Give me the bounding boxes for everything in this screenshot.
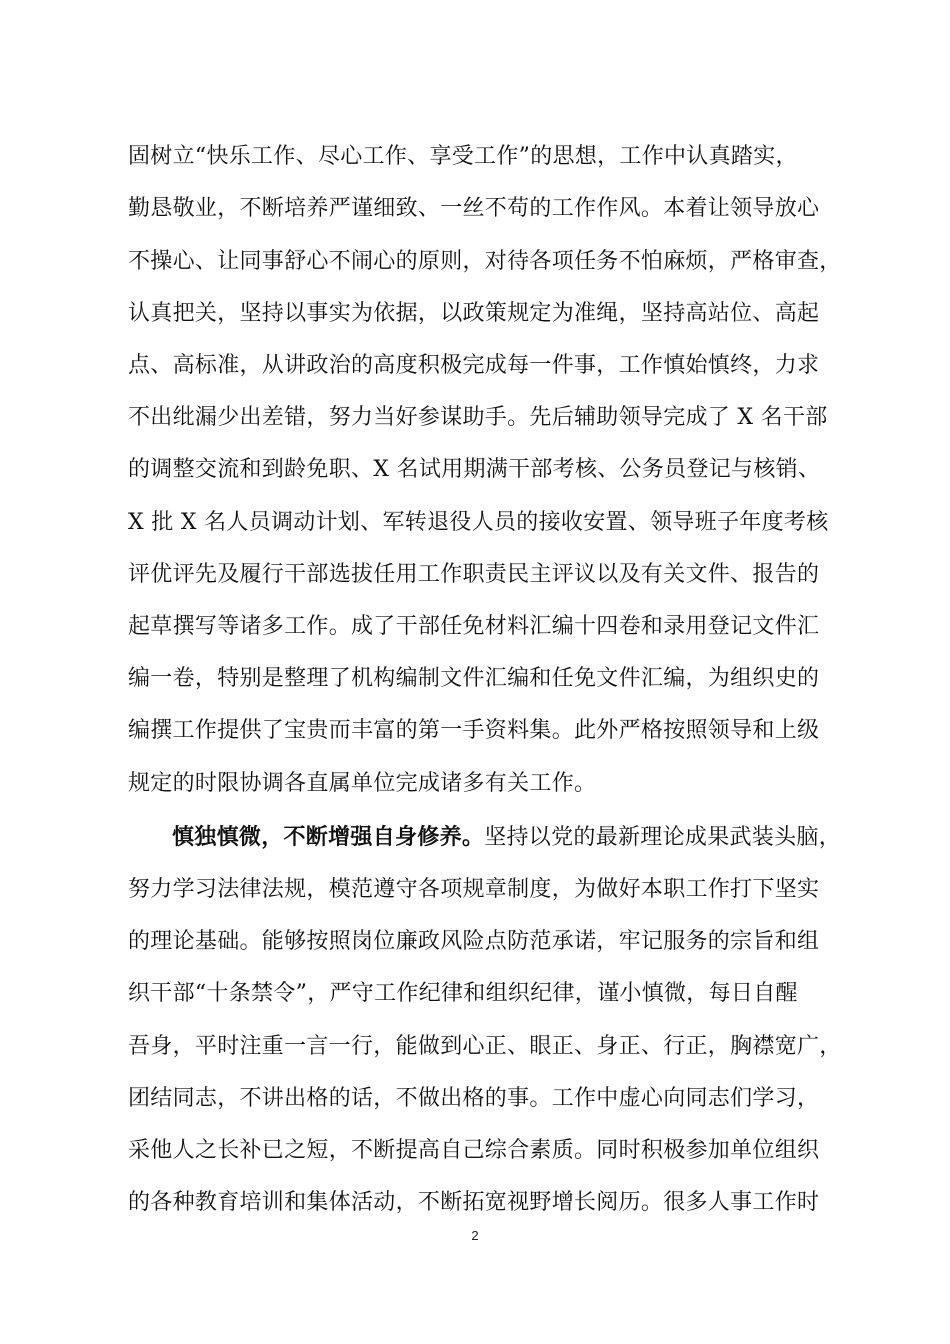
body-text-line: 认真把关，坚持以事实为依据，以政策规定为准绳，坚持高站位、高起 [128, 301, 820, 326]
body-text-line: 的各种教育培训和集体活动，不断拓宽视野增长阅历。很多人事工作时 [128, 1190, 820, 1215]
body-text-line: X 批 X 名人员调动计划、军转退役人员的接收安置、领导班子年度考核 [128, 510, 829, 535]
body-text-line: 的理论基础。能够按照岗位廉政风险点防范承诺，牢记服务的宗旨和组 [128, 929, 820, 954]
paragraph-heading: 慎独慎微，不断增强自身修养。 [172, 825, 485, 850]
body-text-line: 勤恳敬业，不断培养严谨细致、一丝不苟的工作作风。本着让领导放心 [128, 196, 820, 221]
body-text-line: 固树立“快乐工作、尽心工作、享受工作”的思想，工作中认真踏实， [128, 144, 798, 169]
body-text-line: 吾身，平时注重一言一行，能做到心正、眼正、身正、行正，胸襟宽广， [128, 1034, 842, 1059]
body-text-line: 规定的时限协调各直属单位完成诸多有关工作。 [128, 771, 597, 796]
body-text-line: 评优评先及履行干部选拔任用工作职责民主评议以及有关文件、报告的 [128, 562, 820, 587]
body-text-line: 团结同志，不讲出格的话，不做出格的事。工作中虚心向同志们学习， [128, 1086, 820, 1111]
paragraph-first-line [172, 824, 842, 852]
body-text-line: 的调整交流和到龄免职、X 名试用期满干部考核、公务员登记与核销、 [128, 457, 821, 482]
body-text-line: 编撰工作提供了宝贵而丰富的第一手资料集。此外严格按照领导和上级 [128, 718, 820, 743]
body-text-line: 织干部“十条禁令”，严守工作纪律和组织纪律，谨小慎微，每日自醒 [128, 981, 798, 1006]
body-text-line: 采他人之长补已之短，不断提高自己综合素质。同时积极参加单位组织 [128, 1138, 820, 1163]
body-text-line: 点、高标准，从讲政治的高度积极完成每一件事，工作慎始慎终，力求 [128, 353, 820, 378]
body-text-line: 努力学习法律法规，模范遵守各项规章制度，为做好本职工作打下坚实 [128, 877, 820, 902]
body-text-line: 不操心、让同事舒心不闹心的原则，对待各项任务不怕麻烦，严格审查， [128, 249, 842, 274]
body-text-line: 起草撰写等诸多工作。成了干部任免材料汇编十四卷和录用登记文件汇 [128, 614, 820, 639]
body-text: 坚持以党的最新理论成果武装头脑， [484, 825, 842, 850]
body-text-line: 编一卷，特别是整理了机构编制文件汇编和任免文件汇编，为组织史的 [128, 666, 820, 691]
page-number: 2 [471, 1228, 479, 1243]
body-text-line: 不出纰漏少出差错，努力当好参谋助手。先后辅助领导完成了 X 名干部 [128, 405, 828, 430]
